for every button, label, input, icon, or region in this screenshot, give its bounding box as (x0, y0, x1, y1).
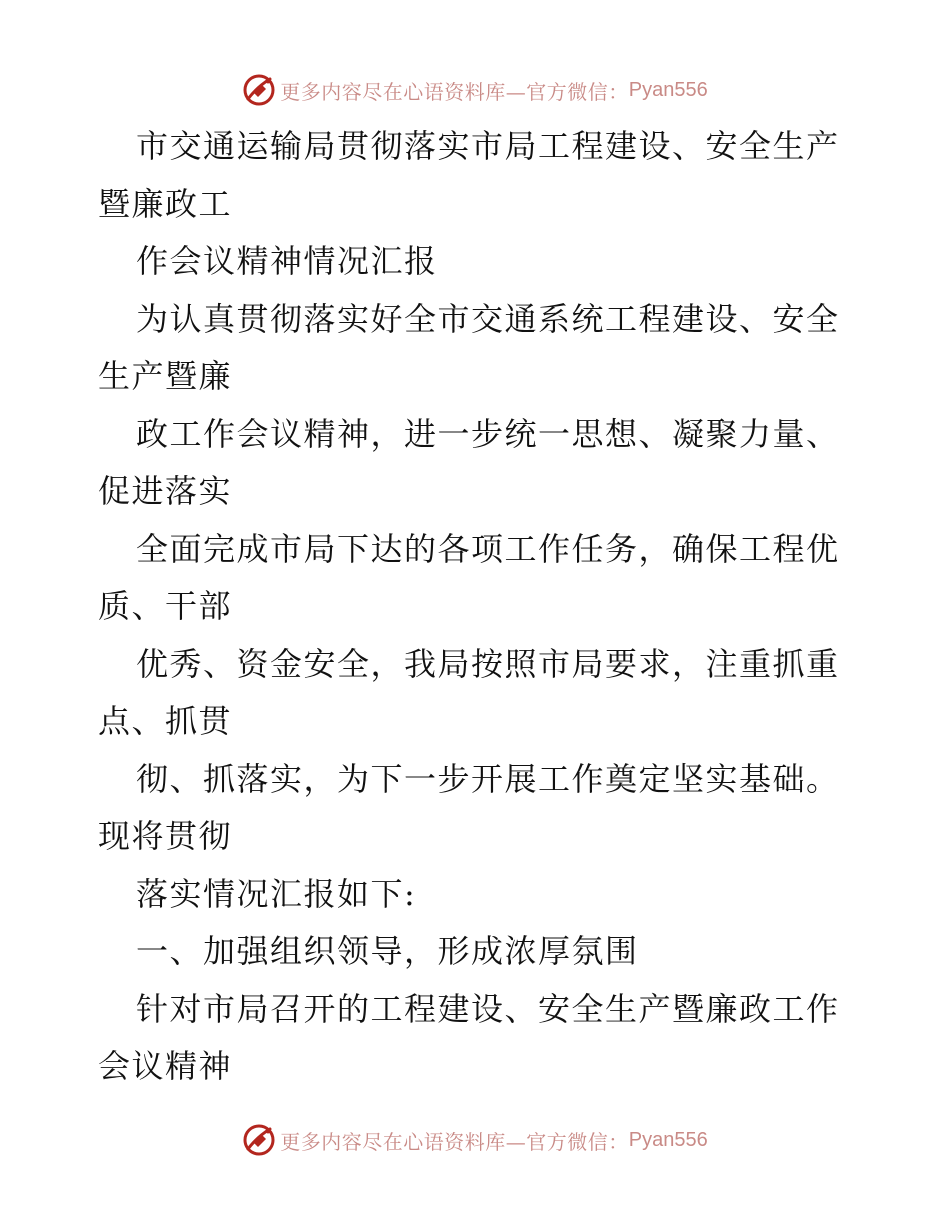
watermark-text: 更多内容尽在心语资料库—官方微信： (280, 79, 629, 104)
brand-logo-icon (242, 73, 276, 107)
section-heading: 一、加强组织领导，形成浓厚氛围 (136, 932, 639, 970)
watermark-wechat-id: Pyan556 (628, 1128, 708, 1151)
text-line: 质、干部 (98, 587, 233, 625)
text-line: 促进落实 (98, 472, 233, 510)
text-line: 全面完成市局下达的各项工作任务，确保工程优 (136, 529, 840, 568)
text-line: 优秀、资金安全，我局按照市局要求，注重抓重 (136, 644, 840, 683)
watermark-header (0, 70, 950, 110)
text-line: 点、抓贯 (98, 702, 233, 740)
brand-logo-icon (242, 1123, 276, 1157)
document-body (98, 118, 858, 1096)
text-line: 针对市局召开的工程建设、安全生产暨廉政工作 (136, 989, 840, 1028)
text-line: 市交通运输局贯彻落实市局工程建设、安全生产 (136, 127, 840, 165)
text-line: 作会议精神情况汇报 (136, 242, 438, 280)
text-line: 为认真贯彻落实好全市交通系统工程建设、安全 (136, 299, 840, 338)
text-line: 会议精神 (98, 1047, 233, 1085)
watermark-wechat-id: Pyan556 (628, 78, 708, 101)
text-line: 彻、抓落实，为下一步开展工作奠定坚实基础。 (136, 759, 840, 798)
watermark-text: 更多内容尽在心语资料库—官方微信： (280, 1129, 629, 1154)
text-line: 政工作会议精神，进一步统一思想、凝聚力量、 (136, 414, 840, 453)
text-line: 暨廉政工 (98, 184, 233, 223)
text-line: 现将贯彻 (98, 817, 233, 855)
text-line: 落实情况汇报如下: (136, 874, 417, 913)
watermark-footer (0, 1120, 950, 1160)
text-line: 生产暨廉 (98, 357, 233, 395)
